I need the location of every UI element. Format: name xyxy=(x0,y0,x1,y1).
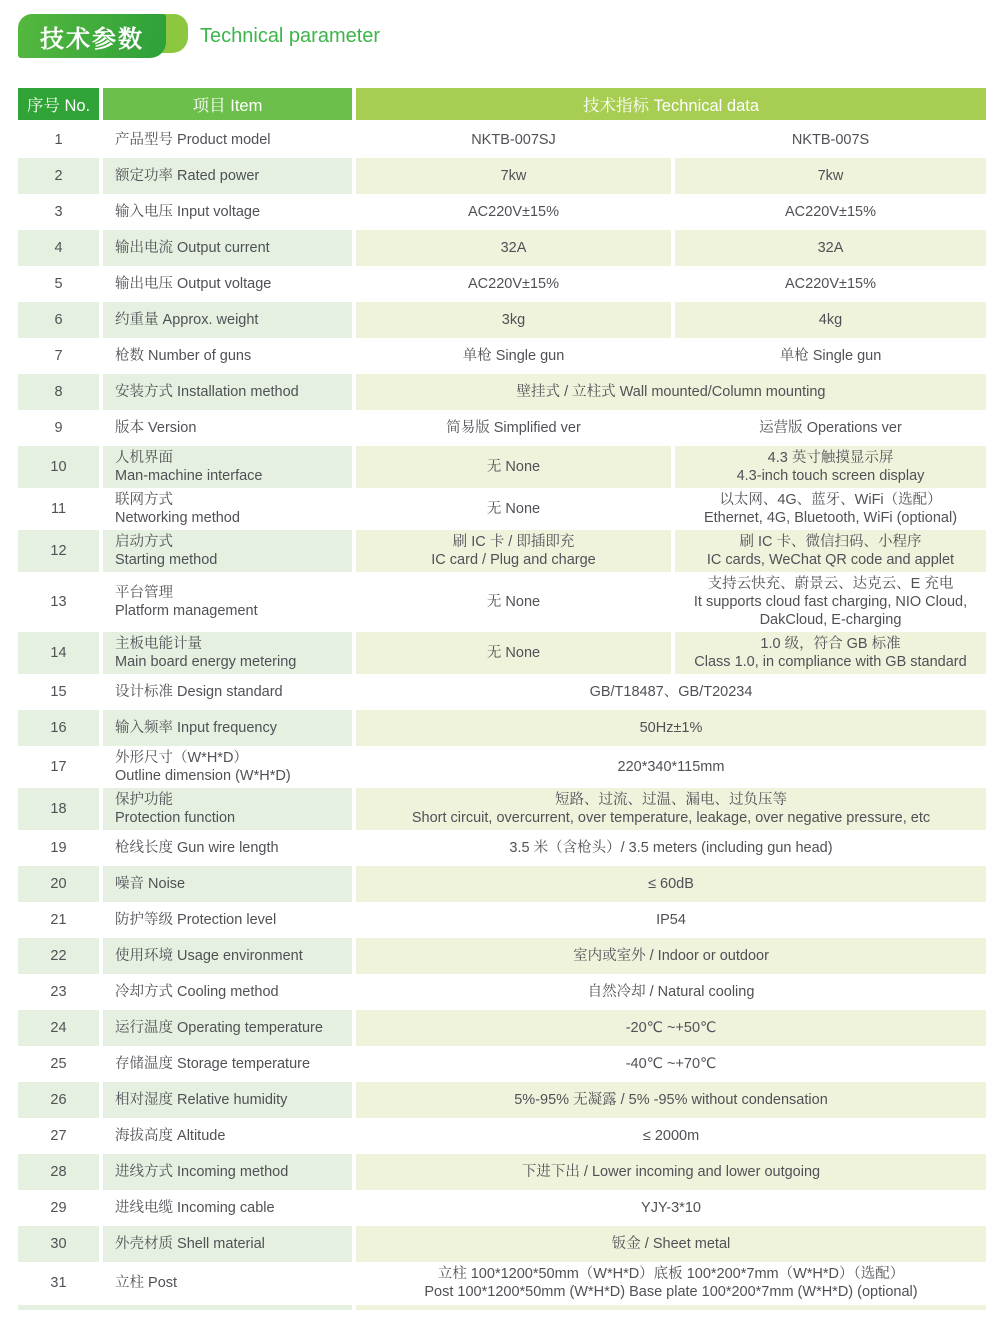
row-number: 8 xyxy=(54,384,63,400)
text-line: 单枪 Single gun xyxy=(462,348,565,364)
table-row xyxy=(18,410,987,446)
text-line: 输出电压 Output voltage xyxy=(115,276,272,292)
item-cell xyxy=(103,866,352,902)
spec-table-body xyxy=(18,122,987,1304)
tech-data-cell-merged xyxy=(356,866,986,902)
text-line: Class 1.0, in compliance with GB standard xyxy=(694,654,967,670)
tech-data-cell-model-sj xyxy=(356,266,671,302)
row-number: 9 xyxy=(54,420,63,436)
text-line: 下进下出 / Lower incoming and lower outgoing xyxy=(521,1164,821,1180)
text-line: 使用环境 Usage environment xyxy=(115,948,303,964)
tech-data-cell-model-sj xyxy=(356,446,671,488)
table-row xyxy=(18,1046,987,1082)
text-line: 主板电能计量 xyxy=(115,636,202,652)
row-number-cell xyxy=(18,572,99,632)
row-number: 30 xyxy=(50,1236,67,1252)
text-line: 短路、过流、过温、漏电、过负压等 xyxy=(555,792,787,808)
tech-data-cell-model-sj xyxy=(356,230,671,266)
tech-data-cell-merged xyxy=(356,1082,986,1118)
text-line: 保护功能 xyxy=(115,792,173,808)
table-row xyxy=(18,1226,987,1262)
text-line: 无 None xyxy=(486,501,541,517)
text-line: DakCloud, E-charging xyxy=(759,612,902,628)
row-number-cell xyxy=(18,902,99,938)
tech-data-cell-merged xyxy=(356,1154,986,1190)
text-line: 枪线长度 Gun wire length xyxy=(115,840,279,856)
text-line: Ethernet, 4G, Bluetooth, WiFi (optional) xyxy=(703,510,958,526)
item-cell xyxy=(103,194,352,230)
item-cell xyxy=(103,788,352,830)
table-row xyxy=(18,974,987,1010)
item-cell xyxy=(103,674,352,710)
text-line: 输出电流 Output current xyxy=(115,240,270,256)
text-line: 3kg xyxy=(501,312,526,328)
table-row xyxy=(18,572,987,632)
row-number: 1 xyxy=(54,132,63,148)
row-number: 15 xyxy=(50,684,67,700)
table-row xyxy=(18,938,987,974)
tech-data-cell-model-sj xyxy=(356,158,671,194)
row-number-cell xyxy=(18,1082,99,1118)
row-number-cell xyxy=(18,1046,99,1082)
text-line: 4kg xyxy=(818,312,843,328)
item-cell xyxy=(103,1190,352,1226)
table-header-row xyxy=(18,88,987,120)
text-line: 额定功率 Rated power xyxy=(115,168,260,184)
text-line: AC220V±15% xyxy=(785,204,876,220)
tech-data-cell-merged xyxy=(356,710,986,746)
tech-data-cell-model-sj xyxy=(356,572,671,632)
tech-data-cell-model-sj xyxy=(356,632,671,674)
next-row-cropped-strip xyxy=(18,1305,987,1310)
row-number-cell xyxy=(18,158,99,194)
text-line: ≤ 2000m xyxy=(642,1128,700,1144)
item-cell xyxy=(103,338,352,374)
text-line: 刷 IC 卡、微信扫码、小程序 xyxy=(739,534,922,550)
text-line: 220*340*115mm xyxy=(617,759,725,775)
tech-data-cell-model-sj xyxy=(356,488,671,530)
row-number-cell xyxy=(18,488,99,530)
tech-data-cell-merged xyxy=(356,902,986,938)
text-line: 无 None xyxy=(486,594,541,610)
item-cell xyxy=(103,158,352,194)
row-number-cell xyxy=(18,1262,99,1304)
row-number-cell xyxy=(18,632,99,674)
text-line: 立柱 Post xyxy=(115,1275,178,1291)
table-row xyxy=(18,122,987,158)
text-line: 壁挂式 / 立柱式 Wall mounted/Column mounting xyxy=(516,384,826,400)
text-line: 版本 Version xyxy=(115,420,197,436)
row-number-cell xyxy=(18,788,99,830)
text-line: 约重量 Approx. weight xyxy=(115,312,259,328)
text-line: Main board energy metering xyxy=(115,654,297,670)
text-line: 无 None xyxy=(486,459,541,475)
tech-data-cell-model-s xyxy=(675,530,986,572)
item-cell xyxy=(103,938,352,974)
text-line: 32A xyxy=(500,240,527,256)
row-number: 18 xyxy=(50,801,67,817)
text-line: ≤ 60dB xyxy=(648,876,694,892)
tech-data-cell-merged xyxy=(356,974,986,1010)
item-cell xyxy=(103,902,352,938)
table-row xyxy=(18,830,987,866)
row-number-cell xyxy=(18,410,99,446)
table-row xyxy=(18,446,987,488)
text-line: 室内或室外 / Indoor or outdoor xyxy=(573,948,769,964)
row-number: 3 xyxy=(54,204,63,220)
row-number-cell xyxy=(18,374,99,410)
table-row xyxy=(18,632,987,674)
tech-data-cell-model-sj xyxy=(356,122,671,158)
table-row xyxy=(18,1190,987,1226)
text-line: 7kw xyxy=(500,168,527,184)
item-cell xyxy=(103,410,352,446)
row-number: 13 xyxy=(50,594,67,610)
text-line: 设计标准 Design standard xyxy=(115,684,283,700)
row-number-cell xyxy=(18,974,99,1010)
text-line: IP54 xyxy=(656,912,686,928)
text-line: 启动方式 xyxy=(115,534,173,550)
row-number: 7 xyxy=(54,348,63,364)
tech-data-cell-model-s xyxy=(675,488,986,530)
tech-data-cell-merged xyxy=(356,1262,986,1304)
text-line: 外形尺寸（W*H*D） xyxy=(115,750,248,766)
row-number-cell xyxy=(18,674,99,710)
item-cell xyxy=(103,710,352,746)
row-number-cell xyxy=(18,1154,99,1190)
text-line: AC220V±15% xyxy=(468,276,559,292)
tech-data-cell-model-s xyxy=(675,122,986,158)
text-line: 存储温度 Storage temperature xyxy=(115,1056,311,1072)
tech-data-cell-merged xyxy=(356,1226,986,1262)
row-number-cell xyxy=(18,122,99,158)
table-row xyxy=(18,1118,987,1154)
item-cell xyxy=(103,488,352,530)
item-cell xyxy=(103,632,352,674)
row-number: 22 xyxy=(50,948,67,964)
page-title-zh: 技术参数 xyxy=(18,14,166,58)
text-line: 输入频率 Input frequency xyxy=(115,720,277,736)
text-line: -40℃ ~+70℃ xyxy=(625,1056,717,1072)
row-number: 20 xyxy=(50,876,67,892)
text-line: 钣金 / Sheet metal xyxy=(611,1236,731,1252)
text-line: 50Hz±1% xyxy=(639,720,703,736)
tech-data-cell-model-s xyxy=(675,266,986,302)
text-line: 冷却方式 Cooling method xyxy=(115,984,279,1000)
table-row xyxy=(18,194,987,230)
row-number: 24 xyxy=(50,1020,67,1036)
table-row xyxy=(18,746,987,788)
tech-data-cell-model-s xyxy=(675,632,986,674)
tech-data-cell-model-s xyxy=(675,338,986,374)
text-line: 单枪 Single gun xyxy=(779,348,882,364)
item-cell xyxy=(103,302,352,338)
item-cell xyxy=(103,266,352,302)
row-number: 17 xyxy=(50,759,67,775)
item-cell xyxy=(103,374,352,410)
table-row xyxy=(18,374,987,410)
row-number: 29 xyxy=(50,1200,67,1216)
text-line: Short circuit, overcurrent, over temperature, leakage, over negative pressure, etc xyxy=(411,810,931,826)
table-row xyxy=(18,338,987,374)
row-number: 28 xyxy=(50,1164,67,1180)
text-line: 以太网、4G、蓝牙、WiFi（选配） xyxy=(719,492,942,508)
text-line: 进线方式 Incoming method xyxy=(115,1164,289,1180)
text-line: 安装方式 Installation method xyxy=(115,384,299,400)
table-row xyxy=(18,530,987,572)
table-row xyxy=(18,266,987,302)
tech-data-cell-model-s xyxy=(675,158,986,194)
column-header-technical-data: 技术指标 Technical data xyxy=(356,88,986,120)
item-cell xyxy=(103,1154,352,1190)
text-line: Platform management xyxy=(115,603,258,619)
text-line: 相对湿度 Relative humidity xyxy=(115,1092,288,1108)
table-row xyxy=(18,488,987,530)
table-row xyxy=(18,902,987,938)
text-line: 产品型号 Product model xyxy=(115,132,271,148)
text-line: 防护等级 Protection level xyxy=(115,912,277,928)
item-cell xyxy=(103,230,352,266)
tech-data-cell-merged xyxy=(356,938,986,974)
row-number: 10 xyxy=(50,459,67,475)
item-cell xyxy=(103,746,352,788)
row-number-cell xyxy=(18,446,99,488)
row-number: 2 xyxy=(54,168,63,184)
text-line: 7kw xyxy=(817,168,844,184)
page-title-en: Technical parameter xyxy=(200,24,381,47)
text-line: 人机界面 xyxy=(115,450,173,466)
text-line: 4.3 英寸触摸显示屏 xyxy=(767,450,894,466)
text-line: 5%-95% 无凝露 / 5% -95% without condensation xyxy=(514,1092,828,1108)
row-number: 23 xyxy=(50,984,67,1000)
row-number: 26 xyxy=(50,1092,67,1108)
row-number: 14 xyxy=(50,645,67,661)
text-line: IC cards, WeChat QR code and applet xyxy=(706,552,955,568)
row-number-cell xyxy=(18,1118,99,1154)
tech-data-cell-model-s xyxy=(675,302,986,338)
text-line: Post 100*1200*50mm (W*H*D) Base plate 100*200*7mm (W*H*D) (optional) xyxy=(424,1284,918,1300)
text-line: 运营版 Operations ver xyxy=(759,420,902,436)
section-header xyxy=(18,12,1000,60)
row-number: 6 xyxy=(54,312,63,328)
text-line: Starting method xyxy=(115,552,218,568)
row-number: 19 xyxy=(50,840,67,856)
text-line: 立柱 100*1200*50mm（W*H*D）底板 100*200*7mm（W*H*D）（选配） xyxy=(437,1266,905,1282)
row-number-cell xyxy=(18,530,99,572)
row-number: 25 xyxy=(50,1056,67,1072)
row-number-cell xyxy=(18,1190,99,1226)
tech-data-cell-model-s xyxy=(675,446,986,488)
tech-data-cell-merged xyxy=(356,830,986,866)
item-cell xyxy=(103,1010,352,1046)
text-line: 平台管理 xyxy=(115,585,173,601)
text-line: 输入电压 Input voltage xyxy=(115,204,261,220)
item-cell xyxy=(103,1082,352,1118)
cropped-strip-item-part xyxy=(18,1305,352,1310)
column-header-item: 项目 Item xyxy=(103,88,352,120)
tech-data-cell-merged xyxy=(356,374,986,410)
text-line: 无 None xyxy=(486,645,541,661)
text-line: IC card / Plug and charge xyxy=(431,552,596,568)
row-number-cell xyxy=(18,230,99,266)
tech-data-cell-merged xyxy=(356,746,986,788)
title-banner xyxy=(18,14,166,58)
text-line: NKTB-007SJ xyxy=(471,132,556,148)
table-row xyxy=(18,1010,987,1046)
tech-data-cell-model-sj xyxy=(356,194,671,230)
text-line: 支持云快充、蔚景云、达克云、E 充电 xyxy=(707,576,954,592)
text-line: 简易版 Simplified ver xyxy=(446,420,581,436)
tech-data-cell-merged xyxy=(356,1010,986,1046)
text-line: Outline dimension (W*H*D) xyxy=(115,768,291,784)
tech-data-cell-merged xyxy=(356,1118,986,1154)
text-line: AC220V±15% xyxy=(468,204,559,220)
text-line: Man-machine interface xyxy=(115,468,263,484)
row-number-cell xyxy=(18,746,99,788)
item-cell xyxy=(103,122,352,158)
row-number: 31 xyxy=(50,1275,67,1291)
text-line: NKTB-007S xyxy=(791,132,870,148)
tech-data-cell-model-sj xyxy=(356,338,671,374)
table-row xyxy=(18,158,987,194)
text-line: AC220V±15% xyxy=(785,276,876,292)
text-line: 32A xyxy=(817,240,844,256)
page xyxy=(0,12,1000,1319)
item-cell xyxy=(103,446,352,488)
item-cell xyxy=(103,1262,352,1304)
text-line: Protection function xyxy=(115,810,236,826)
table-row xyxy=(18,788,987,830)
tech-data-cell-model-s xyxy=(675,194,986,230)
row-number-cell xyxy=(18,938,99,974)
table-row xyxy=(18,1154,987,1190)
row-number-cell xyxy=(18,302,99,338)
row-number: 5 xyxy=(54,276,63,292)
cropped-strip-tech-part xyxy=(356,1305,986,1310)
tech-data-cell-model-s xyxy=(675,230,986,266)
text-line: 3.5 米（含枪头）/ 3.5 meters (including gun head) xyxy=(509,840,833,856)
item-cell xyxy=(103,830,352,866)
item-cell xyxy=(103,530,352,572)
text-line: 1.0 级，符合 GB 标准 xyxy=(760,636,901,652)
tech-data-cell-merged xyxy=(356,674,986,710)
text-line: Networking method xyxy=(115,510,240,526)
tech-data-cell-merged xyxy=(356,1046,986,1082)
text-line: YJY-3*10 xyxy=(641,1200,701,1216)
tech-data-cell-merged xyxy=(356,788,986,830)
text-line: 噪音 Noise xyxy=(115,876,186,892)
text-line: 自然冷却 / Natural cooling xyxy=(587,984,755,1000)
table-row xyxy=(18,1262,987,1304)
row-number: 16 xyxy=(50,720,67,736)
item-cell xyxy=(103,1118,352,1154)
row-number: 11 xyxy=(50,501,67,517)
row-number-cell xyxy=(18,194,99,230)
text-line: 4.3-inch touch screen display xyxy=(736,468,925,484)
table-row xyxy=(18,866,987,902)
row-number: 21 xyxy=(50,912,67,928)
text-line: -20℃ ~+50℃ xyxy=(625,1020,717,1036)
text-line: 联网方式 xyxy=(115,492,173,508)
row-number: 27 xyxy=(50,1128,67,1144)
row-number-cell xyxy=(18,1226,99,1262)
tech-data-cell-model-sj xyxy=(356,302,671,338)
tech-data-cell-model-s xyxy=(675,410,986,446)
text-line: 枪数 Number of guns xyxy=(115,348,252,364)
tech-data-cell-model-sj xyxy=(356,410,671,446)
tech-data-cell-model-sj xyxy=(356,530,671,572)
item-cell xyxy=(103,1226,352,1262)
row-number-cell xyxy=(18,266,99,302)
column-header-no: 序号 No. xyxy=(18,88,99,120)
row-number-cell xyxy=(18,338,99,374)
spec-table xyxy=(18,88,987,1310)
row-number-cell xyxy=(18,710,99,746)
text-line: 刷 IC 卡 / 即插即充 xyxy=(452,534,575,550)
table-row xyxy=(18,302,987,338)
row-number-cell xyxy=(18,866,99,902)
tech-data-cell-merged xyxy=(356,1190,986,1226)
text-line: 运行温度 Operating temperature xyxy=(115,1020,323,1036)
table-row xyxy=(18,1082,987,1118)
table-row xyxy=(18,674,987,710)
item-cell xyxy=(103,974,352,1010)
item-cell xyxy=(103,572,352,632)
table-row xyxy=(18,230,987,266)
item-cell xyxy=(103,1046,352,1082)
text-line: It supports cloud fast charging, NIO Cloud, xyxy=(693,594,968,610)
row-number-cell xyxy=(18,830,99,866)
text-line: GB/T18487、GB/T20234 xyxy=(589,684,753,700)
row-number: 4 xyxy=(54,240,63,256)
table-row xyxy=(18,710,987,746)
text-line: 进线电缆 Incoming cable xyxy=(115,1200,275,1216)
text-line: 海拔高度 Altitude xyxy=(115,1128,226,1144)
text-line: 外壳材质 Shell material xyxy=(115,1236,265,1252)
row-number-cell xyxy=(18,1010,99,1046)
tech-data-cell-model-s xyxy=(675,572,986,632)
row-number: 12 xyxy=(50,543,67,559)
